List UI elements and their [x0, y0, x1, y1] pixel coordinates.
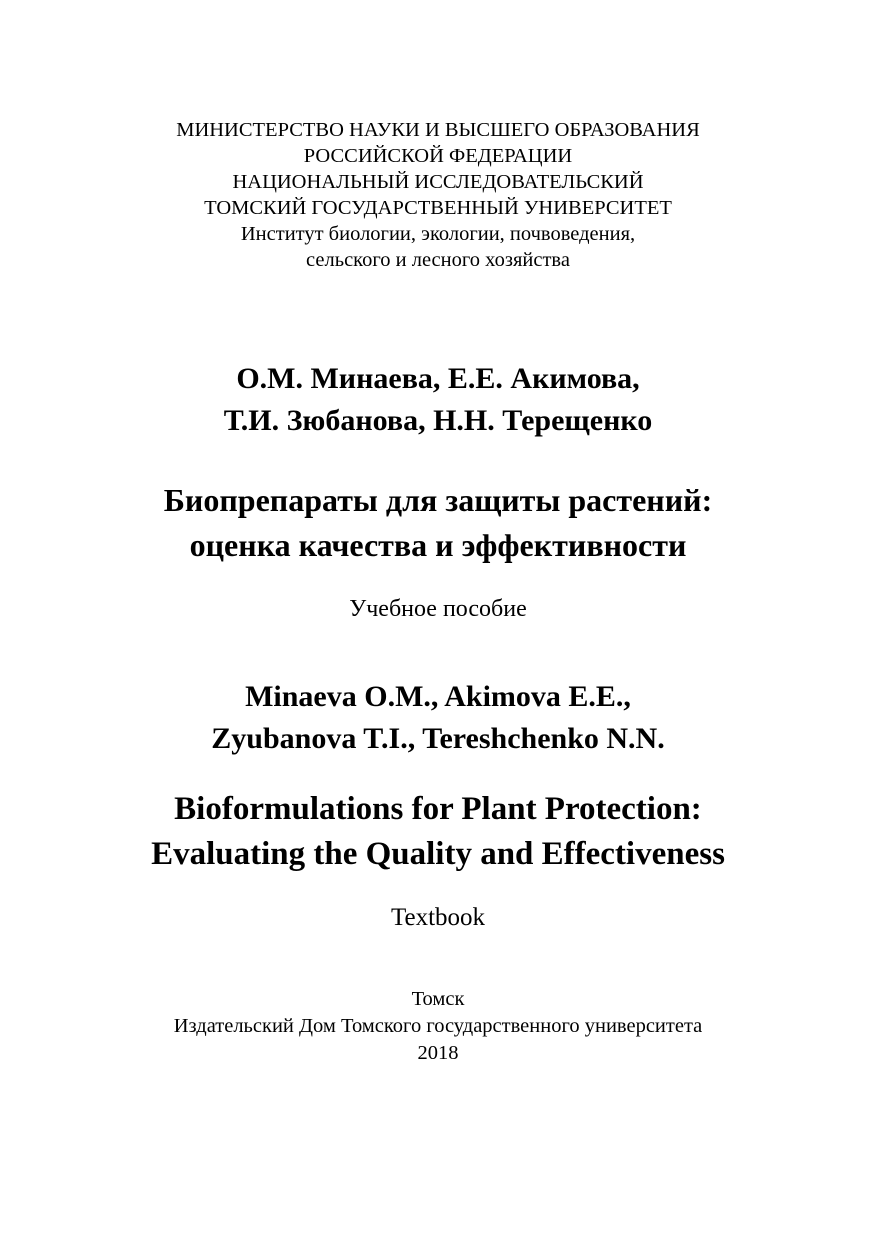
authors-en-line-2: Zyubanova T.I., Tereshchenko N.N. — [211, 722, 665, 755]
imprint — [0, 986, 876, 1067]
subtitle-ru: Учебное пособие — [349, 596, 527, 622]
book-type-russian — [0, 593, 876, 625]
authors-english — [0, 676, 876, 760]
university-line-2: ТОМСКИЙ ГОСУДАРСТВЕННЫЙ УНИВЕРСИТЕТ — [204, 197, 672, 219]
book-title-russian — [0, 478, 876, 568]
subtitle-en: Textbook — [390, 904, 486, 931]
book-title-english — [0, 787, 876, 877]
title-ru-line-2: оценка качества и эффективности — [189, 527, 687, 563]
imprint-city: Томск — [411, 988, 465, 1010]
title-en-line-1: Bioformulations for Plant Protection: — [174, 791, 702, 827]
book-type-english — [0, 901, 876, 935]
university-line-1: НАЦИОНАЛЬНЫЙ ИССЛЕДОВАТЕЛЬСКИЙ — [232, 171, 644, 193]
authors-en-line-1: Minaeva O.M., Akimova E.E., — [245, 680, 631, 713]
ministry-line-1: МИНИСТЕРСТВО НАУКИ И ВЫСШЕГО ОБРАЗОВАНИЯ — [176, 119, 700, 141]
title-en-line-2: Evaluating the Quality and Effectiveness — [151, 836, 725, 872]
institution-header — [0, 117, 876, 273]
imprint-year: 2018 — [417, 1042, 459, 1064]
authors-ru-line-2: Т.И. Зюбанова, Н.Н. Терещенко — [223, 404, 653, 437]
institute-line-2: сельского и лесного хозяйства — [306, 249, 570, 271]
authors-russian — [0, 358, 876, 442]
title-ru-line-1: Биопрепараты для защиты растений: — [163, 482, 713, 518]
imprint-publisher: Издательский Дом Томского государственного университета — [173, 1015, 703, 1037]
authors-ru-line-1: О.М. Минаева, Е.Е. Акимова, — [236, 362, 640, 395]
institute-line-1: Институт биологии, экологии, почвоведения, — [240, 223, 636, 245]
ministry-line-2: РОССИЙСКОЙ ФЕДЕРАЦИИ — [303, 145, 573, 167]
